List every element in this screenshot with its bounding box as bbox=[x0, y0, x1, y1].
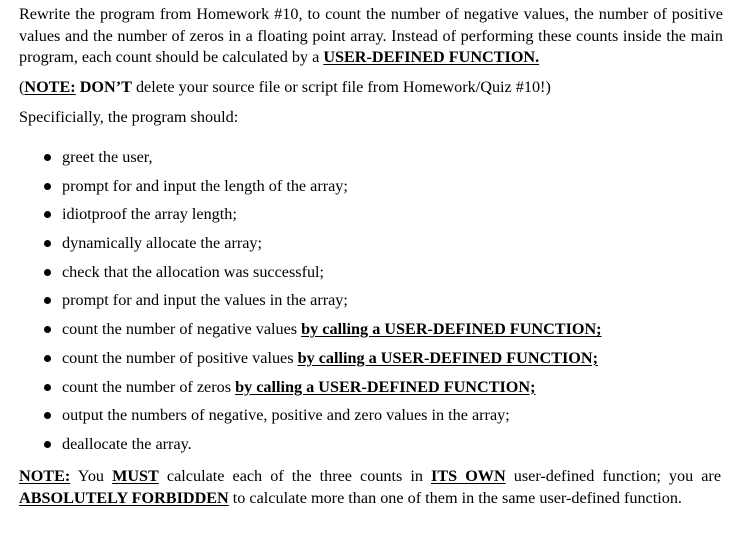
list-item bbox=[0, 203, 738, 232]
list-item bbox=[0, 376, 738, 405]
dont-emphasis: DON’T bbox=[79, 78, 132, 96]
note2-text-4: to calculate more than one of them in the same user-defined function. bbox=[228, 489, 682, 507]
item-text: count the number of zeros bbox=[62, 377, 236, 396]
note-must bbox=[19, 465, 721, 509]
intro-paragraph bbox=[19, 4, 723, 69]
item-emphasis: by calling a USER-DEFINED FUNCTION; bbox=[235, 377, 536, 396]
list-item bbox=[0, 347, 738, 376]
note-text: delete your source file or script file from Homework/Quiz #10!) bbox=[131, 78, 551, 96]
note2-text-3: user-defined function; you are bbox=[505, 467, 722, 485]
note2-label: NOTE: bbox=[19, 467, 71, 485]
item-text: prompt for and input the values in the array; bbox=[62, 291, 348, 310]
list-item bbox=[0, 289, 738, 318]
note-open-paren: ( bbox=[19, 78, 25, 96]
item-text: output the numbers of negative, positive and zero values in the array; bbox=[62, 406, 510, 425]
requirements-list bbox=[0, 146, 738, 462]
item-text: deallocate the array. bbox=[62, 434, 192, 453]
item-text: prompt for and input the length of the array; bbox=[62, 176, 348, 195]
list-item bbox=[0, 261, 738, 290]
note-dont-delete bbox=[19, 76, 723, 98]
item-text: dynamically allocate the array; bbox=[62, 234, 262, 253]
spec-intro: Specificially, the program should: bbox=[19, 108, 239, 126]
item-text: count the number of negative values bbox=[62, 320, 302, 339]
item-text: greet the user, bbox=[62, 148, 153, 166]
intro-emphasis: USER-DEFINED FUNCTION. bbox=[323, 48, 540, 67]
item-emphasis: by calling a USER-DEFINED FUNCTION; bbox=[301, 320, 602, 339]
item-text: check that the allocation was successful; bbox=[62, 262, 325, 281]
its-own-emphasis: ITS OWN bbox=[431, 467, 506, 485]
intro-text: Rewrite the program from Homework #10, to count the number of negative values, the number of positive values and the number of zeros in a floating point array. Instead of performing these counts inside the main program, each count should be calculated by a bbox=[19, 5, 723, 67]
forbidden-emphasis: ABSOLUTELY FORBIDDEN bbox=[19, 489, 229, 507]
list-item bbox=[0, 146, 738, 175]
item-emphasis: by calling a USER-DEFINED FUNCTION; bbox=[297, 348, 598, 367]
item-text: count the number of positive values bbox=[62, 348, 298, 367]
note-label: NOTE: bbox=[24, 78, 76, 96]
list-item bbox=[0, 318, 738, 347]
note2-text-1: You bbox=[70, 467, 113, 485]
list-item bbox=[0, 232, 738, 261]
list-item bbox=[0, 404, 738, 433]
item-text: idiotproof the array length; bbox=[62, 205, 237, 224]
list-item bbox=[0, 433, 738, 462]
note2-text-2: calculate each of the three counts in bbox=[158, 467, 432, 485]
must-emphasis: MUST bbox=[112, 467, 159, 485]
list-item bbox=[0, 175, 738, 204]
